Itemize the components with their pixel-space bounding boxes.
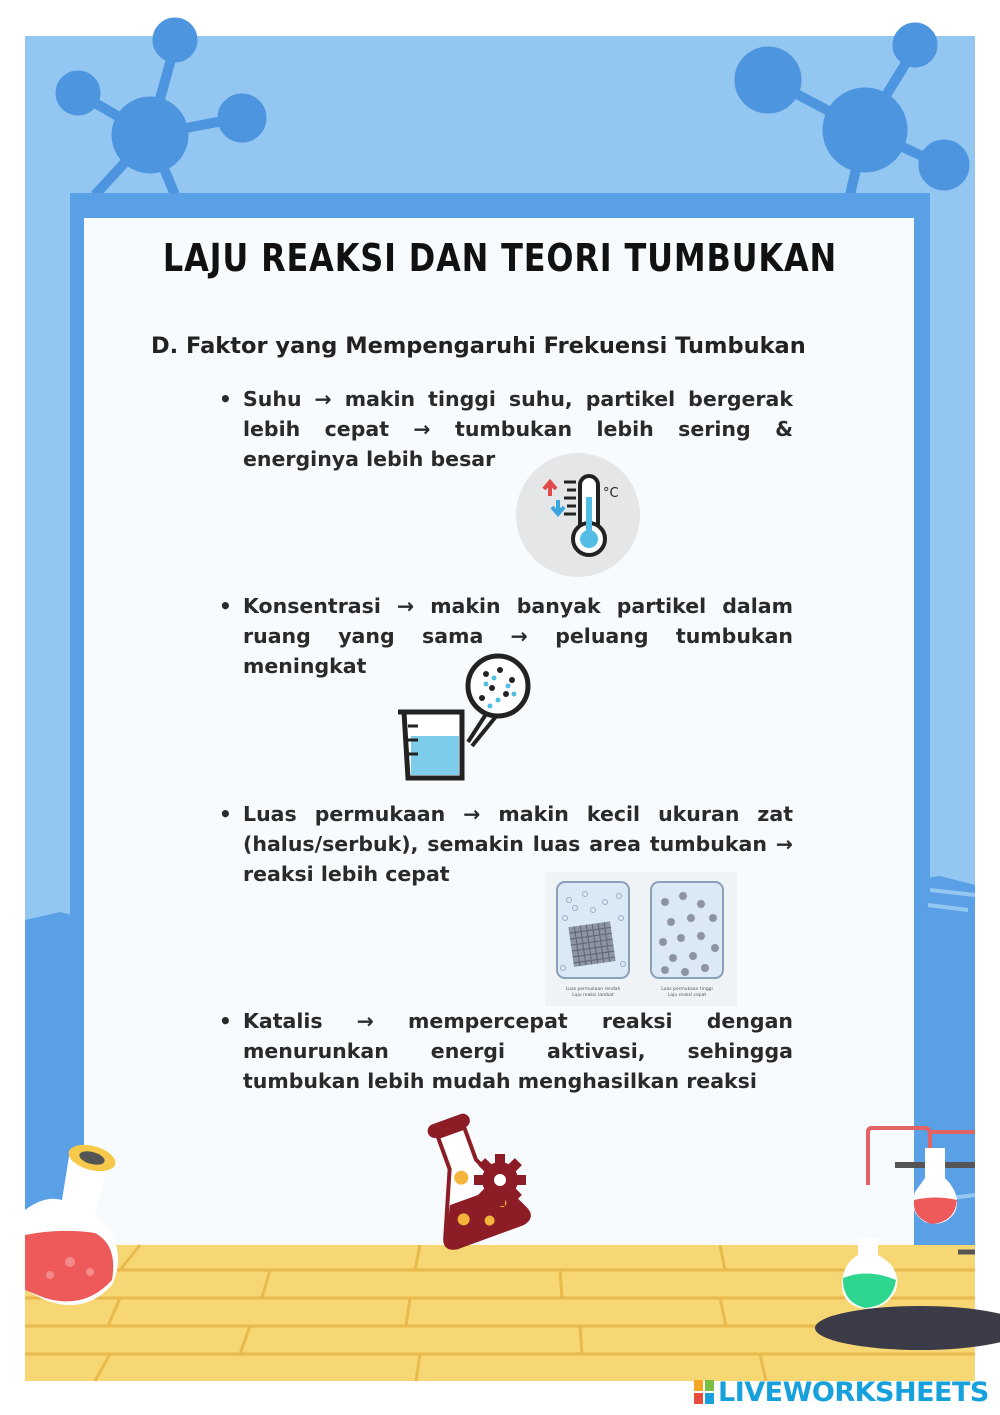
thermometer-unit: °C xyxy=(603,486,619,501)
section-subtitle: D. Faktor yang Mempengaruhi Frekuensi Tumbukan xyxy=(151,333,806,359)
bullet-katalis xyxy=(219,1006,793,1096)
page-title: LAJU REAKSI DAN TEORI TUMBUKAN xyxy=(162,236,838,280)
beaker-particles-icon xyxy=(394,650,534,786)
bullet-text: Luas permukaan → makin kecil ukuran zat (halus/serbuk), semakin luas area tumbukan → reaksi lebih cepat xyxy=(243,802,793,886)
thermometer-icon xyxy=(514,452,642,580)
bullet-text: Suhu → makin tinggi suhu, partikel bergerak lebih cepat → tumbukan lebih sering & energinya lebih besar xyxy=(243,387,793,471)
bullet-dot: • xyxy=(219,594,232,618)
caption-left-1: Luas permukaan rendah xyxy=(565,987,621,992)
bullet-dot: • xyxy=(219,387,232,411)
brand-watermark: LIVEWORKSHEETS xyxy=(718,1377,989,1408)
bullet-text: Konsentrasi → makin banyak partikel dalam ruang yang sama → peluang tumbukan meningkat xyxy=(243,594,793,678)
surface-area-illustration xyxy=(545,872,737,1006)
bullet-dot: • xyxy=(219,1009,232,1033)
caption-left-2: Laju reaksi lambat xyxy=(572,993,614,998)
bullet-text: Katalis → mempercepat reaksi dengan menurunkan energi aktivasi, sehingga tumbukan lebih mudah menghasilkan reaksi xyxy=(243,1009,793,1093)
catalyst-flask-icon xyxy=(412,1108,532,1250)
caption-right-1: Luas permukaan tinggi xyxy=(661,987,713,992)
caption-right-2: Laju reaksi cepat xyxy=(667,993,707,998)
liveworksheets-logo-icon xyxy=(694,1380,714,1404)
bullet-dot: • xyxy=(219,802,232,826)
